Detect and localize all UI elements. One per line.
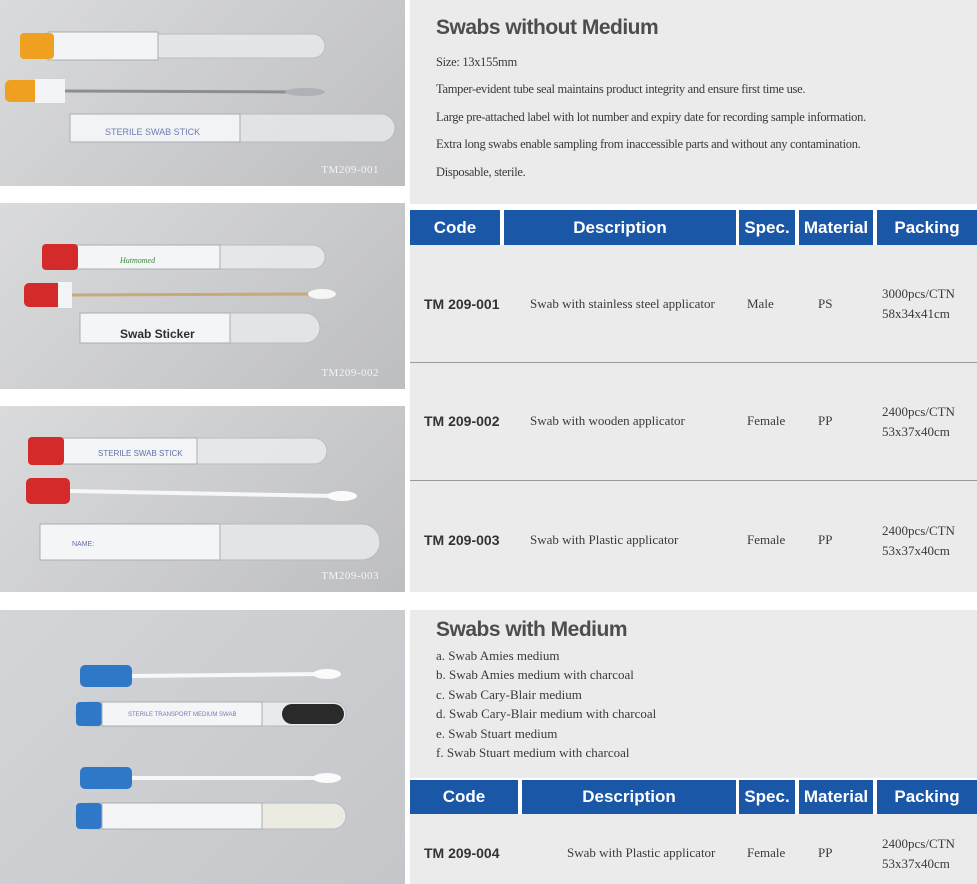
row4-packing — [882, 834, 955, 874]
row2-spec: Female — [747, 413, 786, 428]
swab-illustration — [0, 0, 405, 186]
row3-code: TM 209-003 — [424, 532, 500, 548]
row3-spec: Female — [747, 532, 786, 547]
header-description: Description — [504, 210, 736, 245]
tube-label-text: STERILE SWAB STICK — [98, 449, 183, 458]
header-material: Material — [799, 210, 873, 245]
row4-spec: Female — [747, 845, 786, 860]
medium-item-e: e. Swab Stuart medium — [436, 726, 558, 741]
packing-qty: 2400pcs/CTN — [882, 836, 955, 851]
row2-packing — [882, 402, 955, 442]
name-field-text: NAME: — [72, 541, 95, 548]
packing-size: 53x37x40cm — [882, 543, 950, 558]
header-spec: Spec. — [739, 780, 795, 814]
section-title-without-medium: Swabs without Medium — [436, 16, 659, 39]
spec-line-label: Large pre-attached label with lot number and expiry date for recording sample information. — [436, 110, 866, 124]
header-spec: Spec. — [739, 210, 795, 245]
table1-header — [410, 210, 977, 245]
table2-header — [410, 780, 977, 814]
tube-label-text: STERILE TRANSPORT MEDIUM SWAB — [128, 712, 237, 718]
row2-description: Swab with wooden applicator — [530, 413, 685, 428]
row1-description: Swab with stainless steel applicator — [530, 296, 715, 311]
header-code: Code — [410, 780, 518, 814]
packing-qty: 3000pcs/CTN — [882, 286, 955, 301]
row3-material: PP — [818, 532, 833, 547]
brand-text: Hutmomed — [120, 256, 156, 265]
photo-caption: TM209-001 — [321, 164, 379, 176]
spec-line-sterile: Disposable, sterile. — [436, 165, 526, 179]
header-packing: Packing — [877, 210, 977, 245]
header-code: Code — [410, 210, 500, 245]
packing-size: 53x37x40cm — [882, 856, 950, 871]
sticker-text: Swab Sticker — [120, 327, 195, 341]
medium-item-d: d. Swab Cary-Blair medium with charcoal — [436, 706, 657, 721]
medium-item-f: f. Swab Stuart medium with charcoal — [436, 745, 630, 760]
row1-code: TM 209-001 — [424, 296, 500, 312]
header-material: Material — [799, 780, 873, 814]
row1-spec: Male — [747, 296, 774, 311]
section-title-with-medium: Swabs with Medium — [436, 618, 628, 641]
row-divider — [410, 362, 977, 363]
svg-text:STERILE SWAB STICK: STERILE SWAB STICK — [105, 127, 201, 137]
medium-item-a: a. Swab Amies medium — [436, 648, 560, 663]
swab-illustration — [0, 203, 405, 389]
header-description: Description — [522, 780, 736, 814]
row3-packing — [882, 521, 955, 561]
medium-item-b: b. Swab Amies medium with charcoal — [436, 667, 634, 682]
packing-size: 58x34x41cm — [882, 306, 950, 321]
packing-qty: 2400pcs/CTN — [882, 523, 955, 538]
spec-line-long: Extra long swabs enable sampling from inaccessible parts and without any contamination. — [436, 137, 861, 151]
product-photo-tm209-002 — [0, 203, 405, 389]
packing-qty: 2400pcs/CTN — [882, 404, 955, 419]
photo-caption: TM209-002 — [321, 367, 379, 379]
spec-line-seal: Tamper-evident tube seal maintains product integrity and ensure first time use. — [436, 82, 806, 96]
header-packing: Packing — [877, 780, 977, 814]
row1-packing — [882, 284, 955, 324]
swab-illustration — [0, 406, 405, 592]
swab-illustration — [0, 610, 405, 884]
row1-material: PS — [818, 296, 833, 311]
row-divider — [410, 480, 977, 481]
medium-item-c: c. Swab Cary-Blair medium — [436, 687, 582, 702]
packing-size: 53x37x40cm — [882, 424, 950, 439]
product-photo-tm209-004 — [0, 610, 405, 884]
row2-code: TM 209-002 — [424, 413, 500, 429]
row4-material: PP — [818, 845, 833, 860]
row3-description: Swab with Plastic applicator — [530, 532, 679, 547]
product-photo-tm209-001 — [0, 0, 405, 186]
spec-line-size: Size: 13x155mm — [436, 55, 517, 69]
row2-material: PP — [818, 413, 833, 428]
photo-caption: TM209-003 — [321, 570, 379, 582]
row4-code: TM 209-004 — [424, 845, 500, 861]
product-photo-tm209-003 — [0, 406, 405, 592]
row4-description: Swab with Plastic applicator — [567, 845, 716, 860]
